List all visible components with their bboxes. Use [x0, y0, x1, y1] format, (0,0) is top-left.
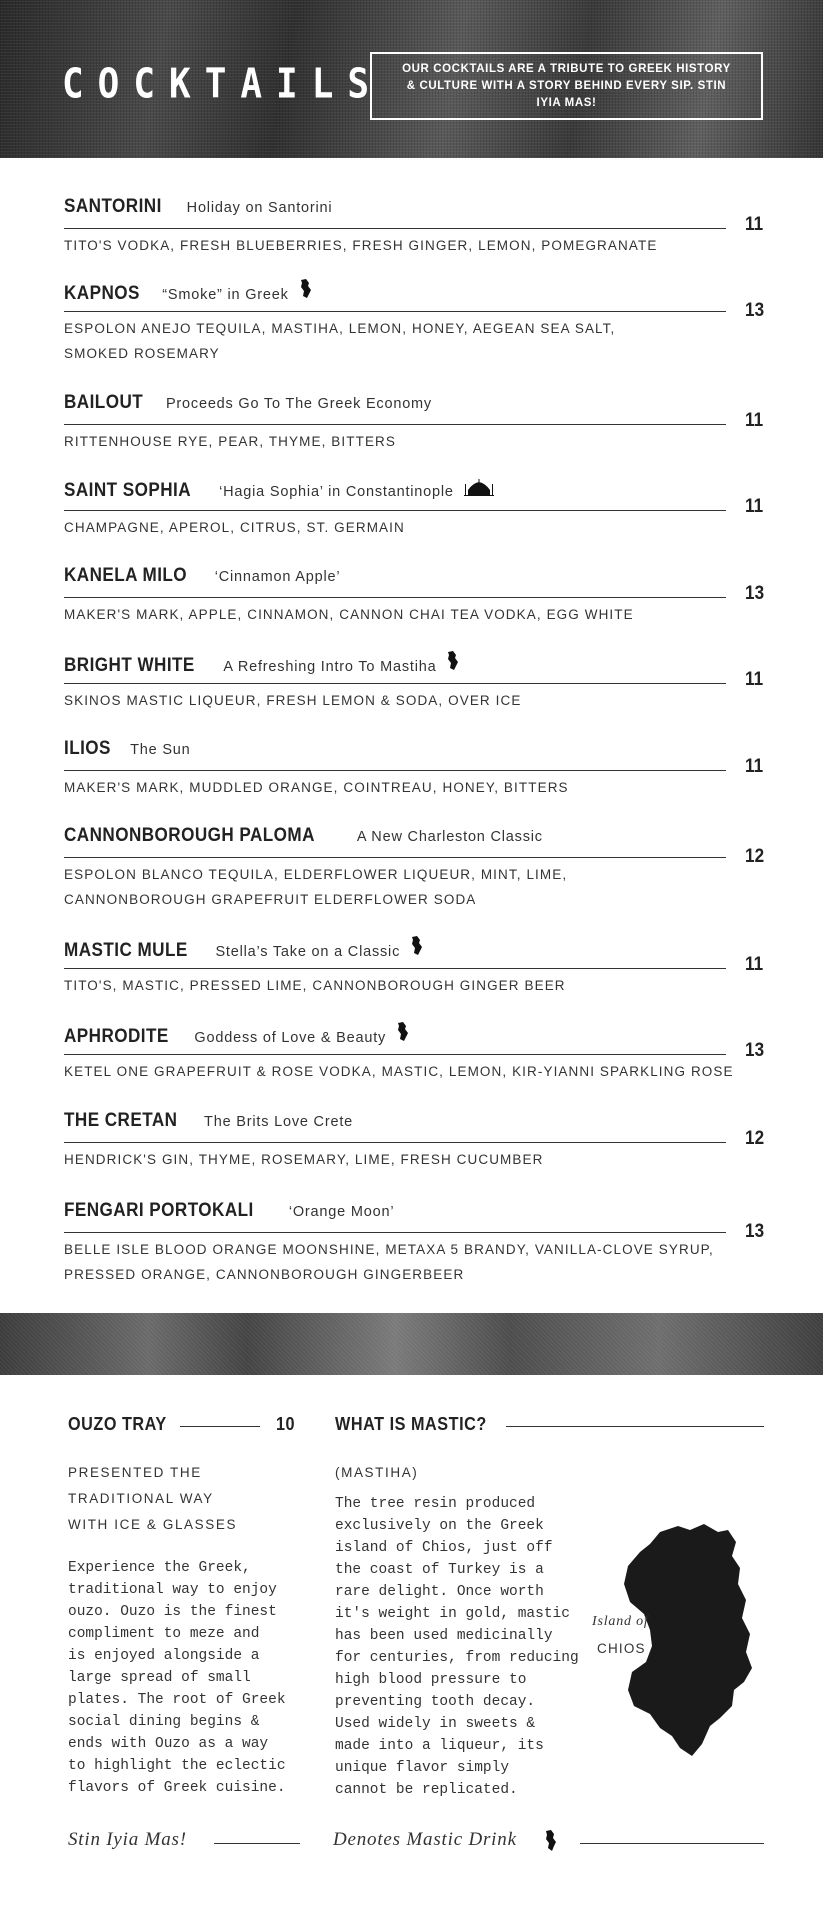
- cocktail-price: 12: [745, 846, 765, 867]
- mastic-icon: [446, 651, 458, 676]
- cocktail-item: [64, 565, 765, 622]
- cocktail-item: [64, 651, 764, 708]
- cocktail-price: 11: [745, 214, 764, 235]
- description-line: traditional way to enjoy: [68, 1582, 277, 1598]
- ingredients-line: CHAMPAGNE, APEROL, CITRUS, ST. GERMAIN: [64, 520, 405, 535]
- cocktail-tagline: “Smoke” in Greek: [162, 287, 289, 303]
- description-line: it's weight in gold, mastic: [335, 1606, 570, 1622]
- tagline-text: OUR COCKTAILS ARE A TRIBUTE TO GREEK HISTORY & CULTURE WITH A STORY BEHIND EVERY SIP. STIN IYIA MAS!: [402, 62, 731, 109]
- cocktail-divider: [64, 597, 726, 598]
- description-line: plates. The root of Greek: [68, 1692, 286, 1708]
- cocktail-name: BAILOUT: [64, 392, 144, 413]
- cocktail-divider: [64, 228, 726, 229]
- cocktail-item: [64, 1200, 765, 1282]
- description-line: ouzo. Ouzo is the finest: [68, 1604, 277, 1620]
- description-line: island of Chios, just off: [335, 1540, 553, 1556]
- cocktail-tagline: ‘Orange Moon’: [288, 1204, 395, 1220]
- description-line: Experience the Greek,: [68, 1560, 251, 1576]
- cocktail-ingredients: [64, 602, 784, 627]
- mastic-icon: [543, 1830, 557, 1852]
- cocktail-ingredients: [64, 1237, 784, 1287]
- description-line: rare delight. Once worth: [335, 1584, 544, 1600]
- description-line: is enjoyed alongside a: [68, 1648, 260, 1664]
- cocktail-divider: [64, 1142, 726, 1143]
- cocktail-ingredients: [64, 973, 784, 998]
- description-line: the coast of Turkey is a: [335, 1562, 544, 1578]
- cocktail-title-row: [64, 279, 728, 303]
- cocktail-title-row: [64, 478, 728, 502]
- cocktail-item: [64, 738, 764, 795]
- cocktail-title-row: [64, 936, 728, 960]
- ingredients-line: SKINOS MASTIC LIQUEUR, FRESH LEMON & SODA, OVER ICE: [64, 693, 522, 708]
- cocktail-item: [64, 825, 765, 907]
- cocktail-price: 11: [745, 496, 764, 517]
- cocktail-tagline: A Refreshing Intro To Mastiha: [223, 659, 437, 675]
- cocktail-item: [64, 936, 764, 993]
- cocktail-ingredients: [64, 1147, 784, 1172]
- description-line: unique flavor simply: [335, 1760, 510, 1776]
- cocktail-price: 13: [745, 300, 765, 321]
- description-line: flavors of Greek cuisine.: [68, 1780, 286, 1796]
- description-line: social dining begins &: [68, 1714, 260, 1730]
- description-line: to highlight the eclectic: [68, 1758, 286, 1774]
- page-title: COCKTAILS: [62, 60, 384, 109]
- mastic-title: WHAT IS MASTIC?: [335, 1414, 487, 1434]
- description-line: The tree resin produced: [335, 1496, 536, 1512]
- cocktail-divider: [64, 770, 726, 771]
- description-line: ends with Ouzo as a way: [68, 1736, 269, 1752]
- cocktail-title-row: [64, 392, 728, 416]
- cocktail-name: BRIGHT WHITE: [64, 655, 195, 676]
- cocktail-title-row: [64, 825, 728, 849]
- mastic-legend: Denotes Mastic Drink: [333, 1829, 517, 1850]
- cocktail-title-row: [64, 1200, 728, 1224]
- cocktail-tagline: Holiday on Santorini: [186, 200, 333, 216]
- ingredients-line: HENDRICK'S GIN, THYME, ROSEMARY, LIME, FRESH CUCUMBER: [64, 1152, 544, 1167]
- description-line: preventing tooth decay.: [335, 1694, 536, 1710]
- ouzo-subtitle-line: TRADITIONAL WAY: [68, 1491, 214, 1506]
- ouzo-title: OUZO TRAY: [68, 1414, 167, 1434]
- cocktail-tagline: A New Charleston Classic: [356, 829, 543, 845]
- tagline-box: [370, 52, 763, 120]
- cocktail-price: 11: [745, 410, 764, 431]
- cocktail-name: ILIOS: [64, 738, 111, 759]
- ouzo-subtitle: [68, 1460, 237, 1538]
- ingredients-line: RITTENHOUSE RYE, PEAR, THYME, BITTERS: [64, 434, 396, 449]
- ingredients-line: ESPOLON BLANCO TEQUILA, ELDERFLOWER LIQUEUR, MINT, LIME,: [64, 867, 568, 882]
- cocktail-divider: [64, 510, 726, 511]
- cocktail-name: SANTORINI: [64, 196, 162, 217]
- cocktail-price: 11: [745, 669, 764, 690]
- mastic-description: [335, 1493, 579, 1801]
- description-line: high blood pressure to: [335, 1672, 527, 1688]
- ingredients-line: TITO'S, MASTIC, PRESSED LIME, CANNONBOROUGH GINGER BEER: [64, 978, 566, 993]
- cocktail-item: [64, 279, 765, 361]
- cocktail-tagline: ‘Hagia Sophia’ in Constantinople: [219, 484, 454, 500]
- mastic-icon: [410, 936, 422, 961]
- mastic-rule: [506, 1426, 764, 1427]
- cocktail-name: THE CRETAN: [64, 1110, 178, 1131]
- cocktail-tagline: Stella’s Take on a Classic: [215, 944, 401, 960]
- ingredients-line: SMOKED ROSEMARY: [64, 346, 220, 361]
- cocktail-name: SAINT SOPHIA: [64, 480, 192, 501]
- cocktail-price: 13: [745, 583, 765, 604]
- map-label-chios: CHIOS: [597, 1641, 646, 1656]
- cocktail-ingredients: [64, 429, 784, 454]
- description-line: made into a liqueur, its: [335, 1738, 544, 1754]
- cocktail-tagline: The Brits Love Crete: [204, 1114, 354, 1130]
- cocktail-divider: [64, 683, 726, 684]
- mosque-icon: [464, 478, 494, 501]
- mastic-icon: [299, 279, 311, 304]
- cocktail-price: 13: [745, 1221, 765, 1242]
- cocktail-divider: [64, 1232, 726, 1233]
- cocktail-title-row: [64, 738, 728, 762]
- cocktail-price: 12: [745, 1128, 765, 1149]
- cocktail-ingredients: [64, 1059, 784, 1084]
- ingredients-line: TITO'S VODKA, FRESH BLUEBERRIES, FRESH GINGER, LEMON, POMEGRANATE: [64, 238, 658, 253]
- cocktail-title-row: [64, 1022, 728, 1046]
- header-banner: [0, 0, 823, 158]
- cocktail-tagline: ‘Cinnamon Apple’: [214, 569, 341, 585]
- description-line: cannot be replicated.: [335, 1782, 518, 1798]
- cocktail-title-row: [64, 1110, 728, 1134]
- legend-rule: [580, 1843, 764, 1844]
- cocktail-divider: [64, 968, 726, 969]
- ouzo-subtitle-line: WITH ICE & GLASSES: [68, 1517, 238, 1532]
- cocktail-divider: [64, 857, 726, 858]
- cocktail-name: CANNONBOROUGH PALOMA: [64, 825, 315, 846]
- ouzo-closing: Stin Iyia Mas!: [68, 1829, 187, 1850]
- mastic-subtitle: (MASTIHA): [335, 1465, 419, 1480]
- cocktail-price: 11: [745, 954, 764, 975]
- cocktail-tagline: The Sun: [130, 742, 191, 758]
- map-label-island: Island of: [592, 1614, 649, 1629]
- cocktail-item: [64, 392, 764, 449]
- description-line: for centuries, from reducing: [335, 1650, 579, 1666]
- description-line: has been used medicinally: [335, 1628, 553, 1644]
- cocktail-divider: [64, 1054, 726, 1055]
- cocktail-title-row: [64, 196, 728, 220]
- cocktail-name: MASTIC MULE: [64, 940, 188, 961]
- ouzo-subtitle-line: PRESENTED THE: [68, 1465, 202, 1480]
- ingredients-line: PRESSED ORANGE, CANNONBOROUGH GINGERBEER: [64, 1267, 465, 1282]
- ingredients-line: MAKER'S MARK, APPLE, CINNAMON, CANNON CHAI TEA VODKA, EGG WHITE: [64, 607, 634, 622]
- cocktail-name: FENGARI PORTOKALI: [64, 1200, 254, 1221]
- ouzo-rule: [180, 1426, 260, 1427]
- ingredients-line: ESPOLON ANEJO TEQUILA, MASTIHA, LEMON, HONEY, AEGEAN SEA SALT,: [64, 321, 616, 336]
- description-line: compliment to meze and: [68, 1626, 260, 1642]
- description-line: Used widely in sweets &: [335, 1716, 536, 1732]
- cocktail-name: APHRODITE: [64, 1026, 169, 1047]
- cocktail-title-row: [64, 565, 728, 589]
- cocktail-ingredients: [64, 233, 784, 258]
- cocktail-tagline: Goddess of Love & Beauty: [194, 1030, 387, 1046]
- mastic-icon: [396, 1022, 408, 1047]
- cocktail-item: [64, 1110, 765, 1167]
- cocktail-ingredients: [64, 775, 784, 800]
- cocktail-title-row: [64, 651, 728, 675]
- cocktail-price: 13: [745, 1040, 765, 1061]
- ingredients-line: CANNONBOROUGH GRAPEFRUIT ELDERFLOWER SODA: [64, 892, 477, 907]
- cocktail-ingredients: [64, 688, 784, 713]
- cocktail-divider: [64, 424, 726, 425]
- photo-strip: [0, 1313, 823, 1375]
- cocktail-ingredients: [64, 862, 784, 912]
- cocktail-divider: [64, 311, 726, 312]
- cocktail-price: 11: [745, 756, 764, 777]
- ingredients-line: KETEL ONE GRAPEFRUIT & ROSE VODKA, MASTIC, LEMON, KIR-YIANNI SPARKLING ROSE: [64, 1064, 734, 1079]
- ingredients-line: MAKER'S MARK, MUDDLED ORANGE, COINTREAU, HONEY, BITTERS: [64, 780, 569, 795]
- closing-rule: [214, 1843, 300, 1844]
- cocktail-tagline: Proceeds Go To The Greek Economy: [165, 396, 432, 412]
- cocktail-item: [64, 1022, 765, 1079]
- ouzo-description: [68, 1557, 286, 1799]
- cocktail-ingredients: [64, 316, 784, 366]
- ouzo-price: 10: [276, 1414, 296, 1434]
- cocktail-name: KANELA MILO: [64, 565, 188, 586]
- description-line: exclusively on the Greek: [335, 1518, 544, 1534]
- ingredients-line: BELLE ISLE BLOOD ORANGE MOONSHINE, METAXA 5 BRANDY, VANILLA-CLOVE SYRUP,: [64, 1242, 714, 1257]
- description-line: large spread of small: [68, 1670, 251, 1686]
- cocktail-ingredients: [64, 515, 784, 540]
- cocktail-item: [64, 196, 764, 253]
- cocktail-item: [64, 478, 764, 535]
- cocktail-name: KAPNOS: [64, 283, 140, 304]
